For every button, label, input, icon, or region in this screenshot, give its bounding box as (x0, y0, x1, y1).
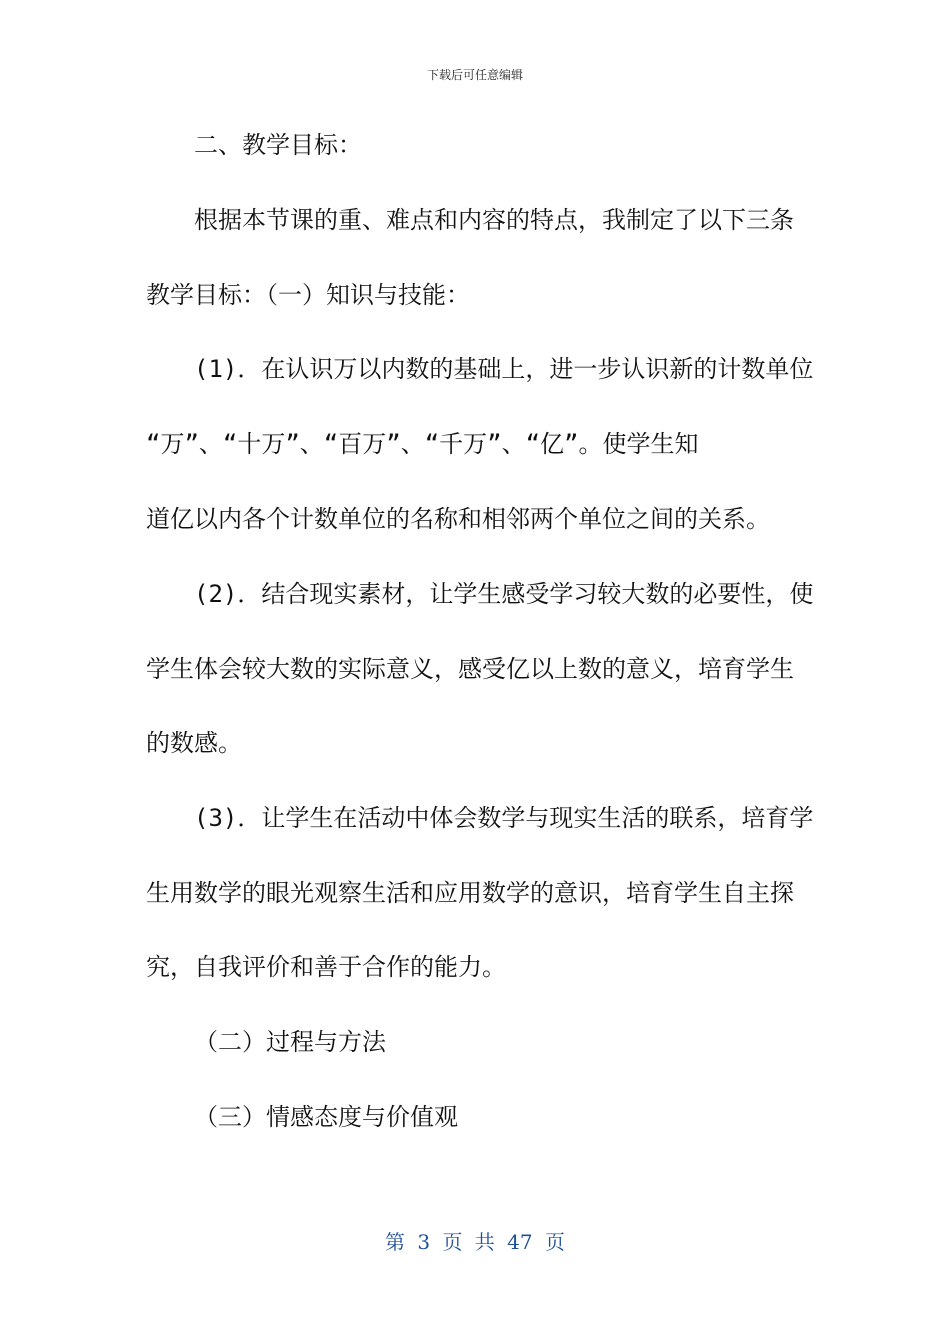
section-heading: 二、教学目标： (194, 131, 362, 159)
paragraph-line: 生用数学的眼光观察生活和应用数学的意识，培育学生自主探 (146, 879, 794, 907)
paragraph-line: (2)．结合现实素材，让学生感受学习较大数的必要性，使 (194, 580, 814, 608)
paragraph-line: 道亿以内各个计数单位的名称和相邻两个单位之间的关系。 (146, 505, 770, 533)
paragraph-line: (3)．让学生在活动中体会数学与现实生活的联系，培育学 (194, 804, 814, 832)
subsection-heading: （三）情感态度与价值观 (194, 1103, 458, 1131)
subsection-heading: （二）过程与方法 (194, 1028, 386, 1056)
paragraph-line: 的数感。 (146, 729, 242, 757)
header-note: 下载后可任意编辑 (426, 68, 523, 82)
paragraph-line: 究，自我评价和善于合作的能力。 (146, 953, 506, 981)
page-number-footer: 第 3 页 共 47 页 (385, 1230, 565, 1254)
paragraph-line: (1)．在认识万以内数的基础上，进一步认识新的计数单位 (194, 355, 814, 383)
paragraph-line: 根据本节课的重、难点和内容的特点，我制定了以下三条 (194, 206, 794, 234)
paragraph-line: 教学目标：（一）知识与技能： (146, 281, 470, 309)
paragraph-line: “万”、“十万”、“百万”、“千万”、“亿”。使学生知 (146, 430, 699, 458)
paragraph-line: 学生体会较大数的实际意义，感受亿以上数的意义，培育学生 (146, 655, 794, 683)
